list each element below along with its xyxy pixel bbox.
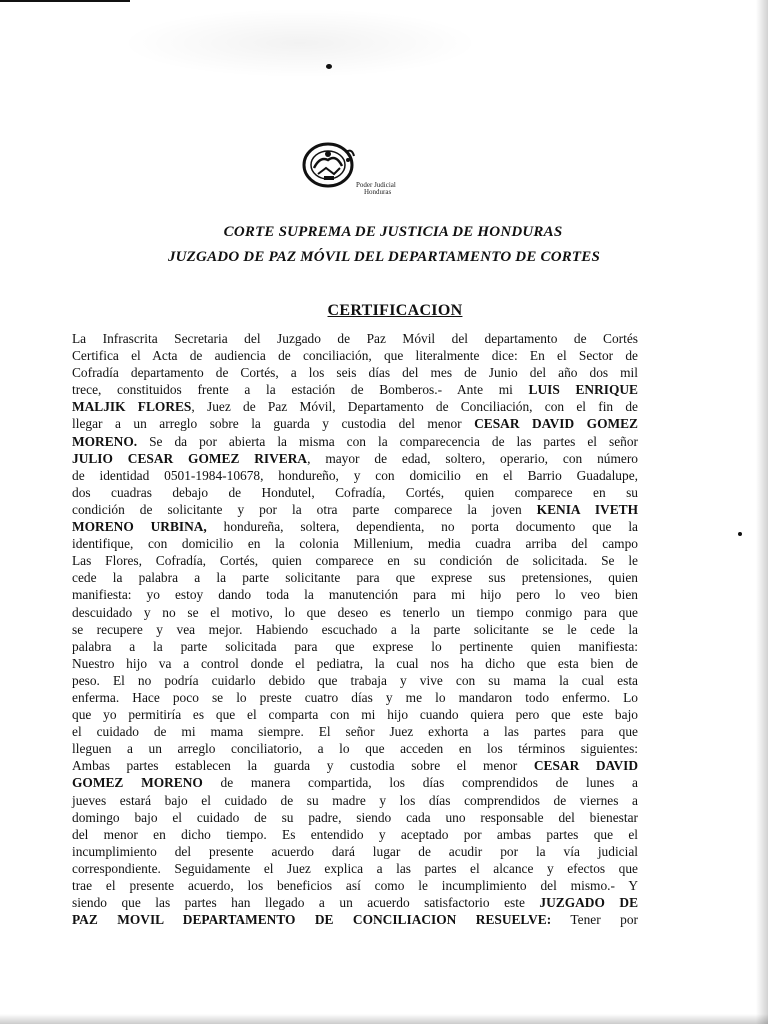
- body-text: descuidado y no se el motivo, lo que deseo es tenerlo un tiempo conmigo para que: [72, 604, 638, 620]
- body-line: [72, 638, 638, 655]
- body-bold-text: CESAR DAVID: [533, 758, 639, 774]
- body-line: [72, 740, 638, 757]
- scan-smudge: [120, 8, 480, 78]
- body-line: [72, 911, 638, 928]
- poder-judicial-logo: [300, 138, 400, 198]
- body-text: Tener por: [551, 912, 638, 928]
- body-text: del menor en dicho tiempo. Es entendido y aceptado por ambas partes que el: [72, 826, 638, 842]
- body-text: llegar a un arreglo sobre la guarda y custodia del menor: [72, 416, 475, 432]
- body-line: [72, 381, 638, 398]
- body-text: lleguen a un arreglo conciliatorio, a lo que acceden en los términos siguientes:: [72, 741, 638, 757]
- body-text: trece, constituidos frente a la estación de Bomberos.- Ante mi: [72, 382, 529, 398]
- body-bold-text: CESAR DAVID GOMEZ: [474, 416, 638, 432]
- logo-caption-line: Honduras: [364, 188, 392, 196]
- scan-edge-shadow: [756, 0, 768, 1024]
- body-line: [72, 706, 638, 723]
- body-line: [72, 689, 638, 706]
- body-bold-text: LUIS ENRIQUE: [528, 382, 638, 398]
- body-line: [72, 621, 638, 638]
- body-line: [72, 347, 638, 364]
- body-text: Ambas partes establecen la guarda y custodia sobre el menor: [72, 758, 534, 774]
- body-text: trae el presente acuerdo, los beneficios así como le incumplimiento del mismo.- Y: [72, 878, 638, 893]
- body-text: , Juez de Paz Móvil, Departamento de Conciliación, con el fin de: [191, 399, 638, 415]
- seal-icon: [300, 138, 360, 194]
- court-subheading: JUZGADO DE PAZ MÓVIL DEL DEPARTAMENTO DE CORTES: [167, 249, 601, 265]
- body-line: [72, 569, 638, 586]
- body-text: Las Flores, Cofradía, Cortés, quien comparece en su condición de solicitada. Se le: [72, 553, 638, 569]
- body-bold-text: MORENO.: [72, 433, 138, 449]
- body-line: [72, 330, 638, 347]
- body-line: [72, 586, 638, 603]
- body-line: [72, 792, 638, 809]
- scan-corner-mark: [0, 0, 130, 8]
- logo-caption-line: Poder Judicial: [356, 181, 396, 189]
- body-bold-text: GOMEZ MORENO: [72, 775, 203, 791]
- body-bold-text: JUZGADO DE: [539, 895, 638, 911]
- body-text: cede la palabra a la parte solicitante para que exprese sus pretensiones, quien: [72, 570, 638, 586]
- body-line: [72, 433, 638, 450]
- body-bold-text: MORENO URBINA,: [72, 519, 207, 535]
- body-line: [72, 364, 638, 381]
- body-line: [72, 894, 638, 911]
- body-line: [72, 843, 638, 860]
- body-line: [72, 809, 638, 826]
- body-bold-text: JULIO CESAR GOMEZ RIVERA: [72, 450, 308, 466]
- body-line: [72, 415, 638, 432]
- body-line: [72, 860, 638, 877]
- body-line: [72, 774, 638, 791]
- scan-speck: [738, 532, 742, 536]
- body-line: [72, 501, 638, 518]
- body-text: identifique, con domicilio en la colonia Millenium, media cuadra arriba del campo: [72, 536, 638, 552]
- body-line: [72, 552, 638, 569]
- body-text: manifiesta: yo estoy dando toda la manutención para mi hijo pero lo veo bien: [72, 587, 638, 603]
- body-line: [72, 604, 638, 621]
- body-line: [72, 484, 638, 501]
- body-text: de manera compartida, los días comprendidos de lunes a: [202, 775, 638, 791]
- scan-speck: [326, 64, 332, 69]
- body-text: Se da por abierta la misma con la comparecencia de las partes el señor: [137, 433, 638, 449]
- certification-body: [72, 330, 638, 928]
- body-bold-text: PAZ MOVIL DEPARTAMENTO DE CONCILIACION RESUELVE:: [72, 912, 552, 928]
- body-line: [72, 877, 638, 894]
- body-line: [72, 655, 638, 672]
- body-text: de identidad 0501-1984-10678, hondureño, y con domicilio en el Barrio Guadalupe,: [72, 467, 638, 483]
- body-line: [72, 450, 638, 467]
- body-text: , mayor de edad, soltero, operario, con número: [307, 450, 639, 466]
- body-text: jueves estará bajo el cuidado de su madre y los días comprendidos de viernes a: [72, 792, 638, 808]
- body-line: [72, 672, 638, 689]
- logo-caption: [356, 182, 406, 196]
- body-bold-text: MALJIK FLORES: [72, 399, 192, 415]
- scan-edge-shadow: [0, 1014, 768, 1024]
- body-text: peso. El no podría cuidarlo debido que trabaja y vive con su mama la cual esta: [72, 672, 638, 688]
- body-line: [72, 518, 638, 535]
- body-text: dos cuadras debajo de Hondutel, Cofradía, Cortés, quien comparece en su: [72, 484, 638, 500]
- body-text: incumplimiento del presente acuerdo dará lugar de acudir por la vía judicial: [72, 843, 638, 859]
- body-text: Cofradía departamento de Cortés, a los seis días del mes de Junio del año dos mil: [72, 365, 638, 381]
- body-text: siendo que las partes han llegado a un acuerdo satisfactorio este: [72, 895, 540, 911]
- body-text: el cuidado de mi mama siempre. El señor Juez exhorta a las partes para que: [72, 724, 638, 740]
- body-text: domingo bajo el cuidado de su padre, siendo cada uno responsable del bienestar: [72, 809, 638, 825]
- body-line: [72, 535, 638, 552]
- body-line: [72, 826, 638, 843]
- body-text: enferma. Hace poco se lo preste cuatro días y me lo mandaron todo enfermo. Lo: [72, 689, 638, 705]
- document-title: CERTIFICACION: [327, 302, 463, 319]
- body-text: Nuestro hijo va a control donde el pediatra, la cual nos ha dicho que esta bien de: [72, 655, 638, 671]
- body-text: que yo permitiría es que el comparta con mi hijo cuando quiera pero que este bajo: [72, 707, 638, 723]
- body-text: condición de solicitante y por la otra parte comparece la joven: [72, 501, 537, 517]
- court-heading: CORTE SUPREMA DE JUSTICIA DE HONDURAS: [223, 224, 563, 240]
- body-text: palabra a la parte solicitada para que exprese lo pertinente quien manifiesta:: [72, 638, 638, 654]
- body-line: [72, 398, 638, 415]
- body-text: Certifica el Acta de audiencia de conciliación, que literalmente dice: En el Sector de: [72, 348, 638, 364]
- body-text: hondureña, soltera, dependienta, no porta documento que la: [206, 519, 638, 535]
- body-text: correspondiente. Seguidamente el Juez explica a las partes el alcance y efectos que: [72, 860, 638, 876]
- body-line: [72, 723, 638, 740]
- body-text: La Infrascrita Secretaria del Juzgado de Paz Móvil del departamento de Cortés: [72, 331, 638, 346]
- body-line: [72, 757, 638, 774]
- body-text: se recupere y vea mejor. Habiendo escuchado a la parte solicitante se le cede la: [72, 621, 638, 637]
- body-line: [72, 467, 638, 484]
- body-bold-text: KENIA IVETH: [536, 501, 638, 517]
